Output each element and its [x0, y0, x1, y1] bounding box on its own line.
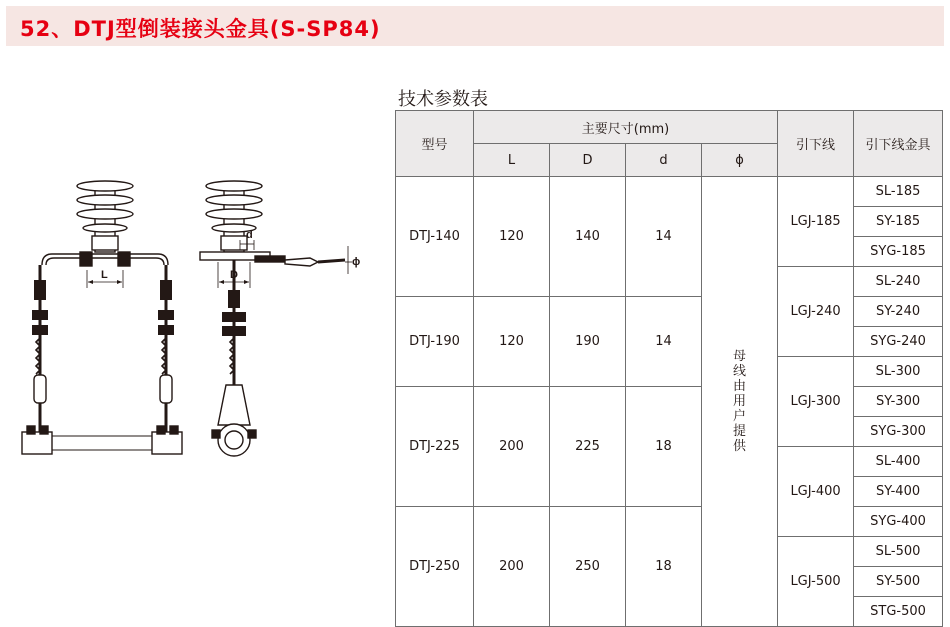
- fitting-cell: SL-240: [854, 267, 943, 297]
- dim-D-cell: 190: [550, 297, 626, 387]
- header-D: D: [550, 144, 626, 177]
- header-L: L: [474, 144, 550, 177]
- fitting-cell: STG-500: [854, 597, 943, 627]
- phi-note-text: 母线由用户提供: [733, 349, 747, 454]
- fitting-cell: SY-400: [854, 477, 943, 507]
- spec-table: [395, 110, 943, 627]
- dim-d-cell: 14: [626, 297, 702, 387]
- fitting-cell: SYG-185: [854, 237, 943, 267]
- header-lead: 引下线: [778, 111, 854, 177]
- label-D: D: [230, 269, 238, 281]
- lead-cell: LGJ-185: [778, 177, 854, 267]
- model-cell: DTJ-190: [396, 297, 474, 387]
- dim-d-cell: 14: [626, 177, 702, 297]
- fitting-cell: SY-500: [854, 567, 943, 597]
- fitting-cell: SYG-240: [854, 327, 943, 357]
- fitting-cell: SY-240: [854, 297, 943, 327]
- lead-cell: LGJ-500: [778, 537, 854, 627]
- side-view: [200, 181, 352, 456]
- dim-D-cell: 140: [550, 177, 626, 297]
- lead-cell: LGJ-300: [778, 357, 854, 447]
- fitting-cell: SYG-300: [854, 417, 943, 447]
- dim-L-cell: 120: [474, 177, 550, 297]
- header-d: d: [626, 144, 702, 177]
- lead-cell: LGJ-400: [778, 447, 854, 537]
- table-caption: 技术参数表: [398, 89, 488, 110]
- phi-note: [702, 177, 778, 627]
- dim-D-cell: 225: [550, 387, 626, 507]
- header-main-dims: 主要尺寸(mm): [474, 111, 778, 144]
- fitting-cell: SY-300: [854, 387, 943, 417]
- header-model: 型号: [396, 111, 474, 177]
- label-L: L: [101, 269, 108, 281]
- fitting-cell: SY-185: [854, 207, 943, 237]
- dim-d-cell: 18: [626, 507, 702, 627]
- model-cell: DTJ-140: [396, 177, 474, 297]
- fitting-cell: SYG-400: [854, 507, 943, 537]
- fitting-cell: SL-300: [854, 357, 943, 387]
- dim-L-cell: 200: [474, 387, 550, 507]
- fitting-cell: SL-500: [854, 537, 943, 567]
- label-d: d: [246, 229, 253, 241]
- fitting-drawing: [0, 170, 380, 470]
- page-title: 52、DTJ型倒装接头金具(S-SP84): [20, 17, 381, 41]
- dim-d-cell: 18: [626, 387, 702, 507]
- model-cell: DTJ-225: [396, 387, 474, 507]
- dim-D-cell: 250: [550, 507, 626, 627]
- title-bar: [6, 6, 944, 46]
- dim-L-cell: 200: [474, 507, 550, 627]
- front-view: [22, 181, 182, 454]
- front-insulator: [77, 181, 133, 252]
- header-phi: ϕ: [702, 144, 778, 177]
- model-cell: DTJ-250: [396, 507, 474, 627]
- header-lead-fitting: 引下线金具: [854, 111, 943, 177]
- dim-L-cell: 120: [474, 297, 550, 387]
- fitting-cell: SL-400: [854, 447, 943, 477]
- label-phi: ϕ: [352, 256, 361, 268]
- fitting-cell: SL-185: [854, 177, 943, 207]
- lead-cell: LGJ-240: [778, 267, 854, 357]
